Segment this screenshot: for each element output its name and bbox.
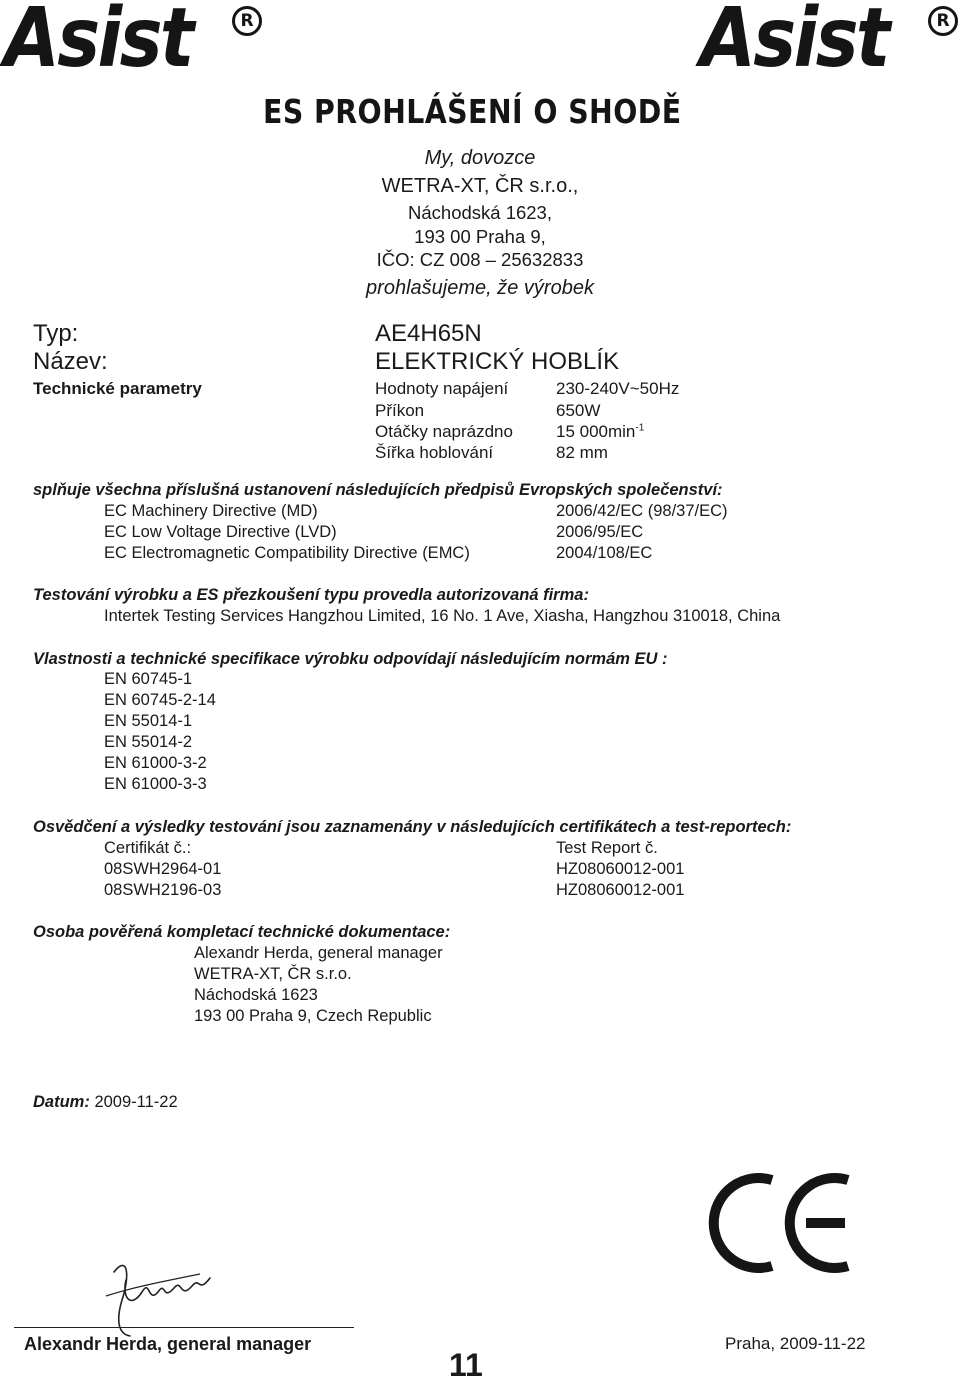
norm-item: EN 60745-2-14 <box>104 691 216 709</box>
registered-mark-right: R <box>928 6 958 36</box>
param-value-speed <box>556 422 644 442</box>
certs-heading: Osvědčení a výsledky testování jsou zaznamenány v následujících certifikátech a test-reportech: <box>33 818 792 836</box>
param-value: 82 mm <box>556 443 608 462</box>
param-value: 230-240V~50Hz <box>556 379 680 398</box>
norm-item: EN 61000-3-3 <box>104 775 207 793</box>
registered-mark-left: R <box>232 6 262 36</box>
directive-name: EC Electromagnetic Compatibility Directive (EMC) <box>104 544 470 562</box>
param-value: 650W <box>556 401 601 420</box>
directive-name: EC Machinery Directive (MD) <box>104 502 318 520</box>
directive-code: 2004/108/EC <box>556 544 653 562</box>
directives-heading: splňuje všechna příslušná ustanovení následujících předpisů Evropských společenství: <box>33 481 723 499</box>
signature-line <box>14 1327 354 1328</box>
handwritten-signature-icon <box>100 1248 230 1343</box>
cert-column-label: Certifikát č.: <box>104 839 192 857</box>
norm-item: EN 60745-1 <box>104 670 193 688</box>
asist-logo-right: Asist <box>700 0 888 86</box>
norm-item: EN 61000-3-2 <box>104 754 207 772</box>
param-label: Hodnoty napájení <box>375 379 509 398</box>
norm-item: EN 55014-2 <box>104 733 193 751</box>
responsible-heading: Osoba pověřená kompletací technické dokumentace: <box>33 923 451 941</box>
page-number: 11 <box>449 1347 483 1383</box>
name-value: ELEKTRICKÝ HOBLÍK <box>375 348 620 375</box>
norm-item: EN 55014-1 <box>104 712 193 730</box>
param-label: Otáčky naprázdno <box>375 422 513 441</box>
asist-logo-left: Asist <box>4 0 192 86</box>
type-label: Typ: <box>33 320 79 347</box>
param-unit-exponent: -1 <box>635 422 645 434</box>
signature-place-date: Praha, 2009-11-22 <box>725 1334 866 1353</box>
date-value: 2009-11-22 <box>94 1093 178 1111</box>
cert-number: 08SWH2196-03 <box>104 881 222 899</box>
report-column-label: Test Report č. <box>556 839 658 857</box>
cert-number: 08SWH2964-01 <box>104 860 222 878</box>
date-row <box>33 1093 178 1112</box>
param-label: Příkon <box>375 401 425 420</box>
responsible-line: Alexandr Herda, general manager <box>194 944 443 962</box>
importer-city: 193 00 Praha 9, <box>414 226 546 247</box>
directive-name: EC Low Voltage Directive (LVD) <box>104 523 337 541</box>
declaration-line: prohlašujeme, že výrobek <box>366 277 594 299</box>
param-label: Šířka hoblování <box>375 443 494 462</box>
params-label: Technické parametry <box>33 379 202 398</box>
responsible-line: WETRA-XT, ČR s.r.o. <box>194 965 352 983</box>
importer-company: WETRA-XT, ČR s.r.o., <box>381 175 579 197</box>
importer-intro: My, dovozce <box>424 147 536 169</box>
date-label: Datum: <box>33 1093 90 1111</box>
signatory-name: Alexandr Herda, general manager <box>24 1334 312 1354</box>
ce-mark-icon <box>700 1168 860 1278</box>
directive-code: 2006/95/EC <box>556 523 644 541</box>
testing-heading: Testování výrobku a ES přezkoušení typu provedla autorizovaná firma: <box>33 586 589 604</box>
type-value: AE4H65N <box>375 320 482 347</box>
responsible-line: 193 00 Praha 9, Czech Republic <box>194 1007 432 1025</box>
report-number: HZ08060012-001 <box>556 881 685 899</box>
responsible-line: Náchodská 1623 <box>194 986 318 1004</box>
norms-heading: Vlastnosti a technické specifikace výrobku odpovídají následujícím normám EU : <box>33 650 668 668</box>
document-title: ES PROHLÁŠENÍ O SHODĚ <box>263 92 682 131</box>
testing-lab: Intertek Testing Services Hangzhou Limited, 16 No. 1 Ave, Xiasha, Hangzhou 310018, China <box>104 607 781 625</box>
param-value: 15 000min <box>556 422 636 441</box>
importer-street: Náchodská 1623, <box>408 202 552 223</box>
report-number: HZ08060012-001 <box>556 860 685 878</box>
name-label: Název: <box>33 348 108 375</box>
importer-ico: IČO: CZ 008 – 25632833 <box>376 249 584 270</box>
directive-code: 2006/42/EC (98/37/EC) <box>556 502 728 520</box>
